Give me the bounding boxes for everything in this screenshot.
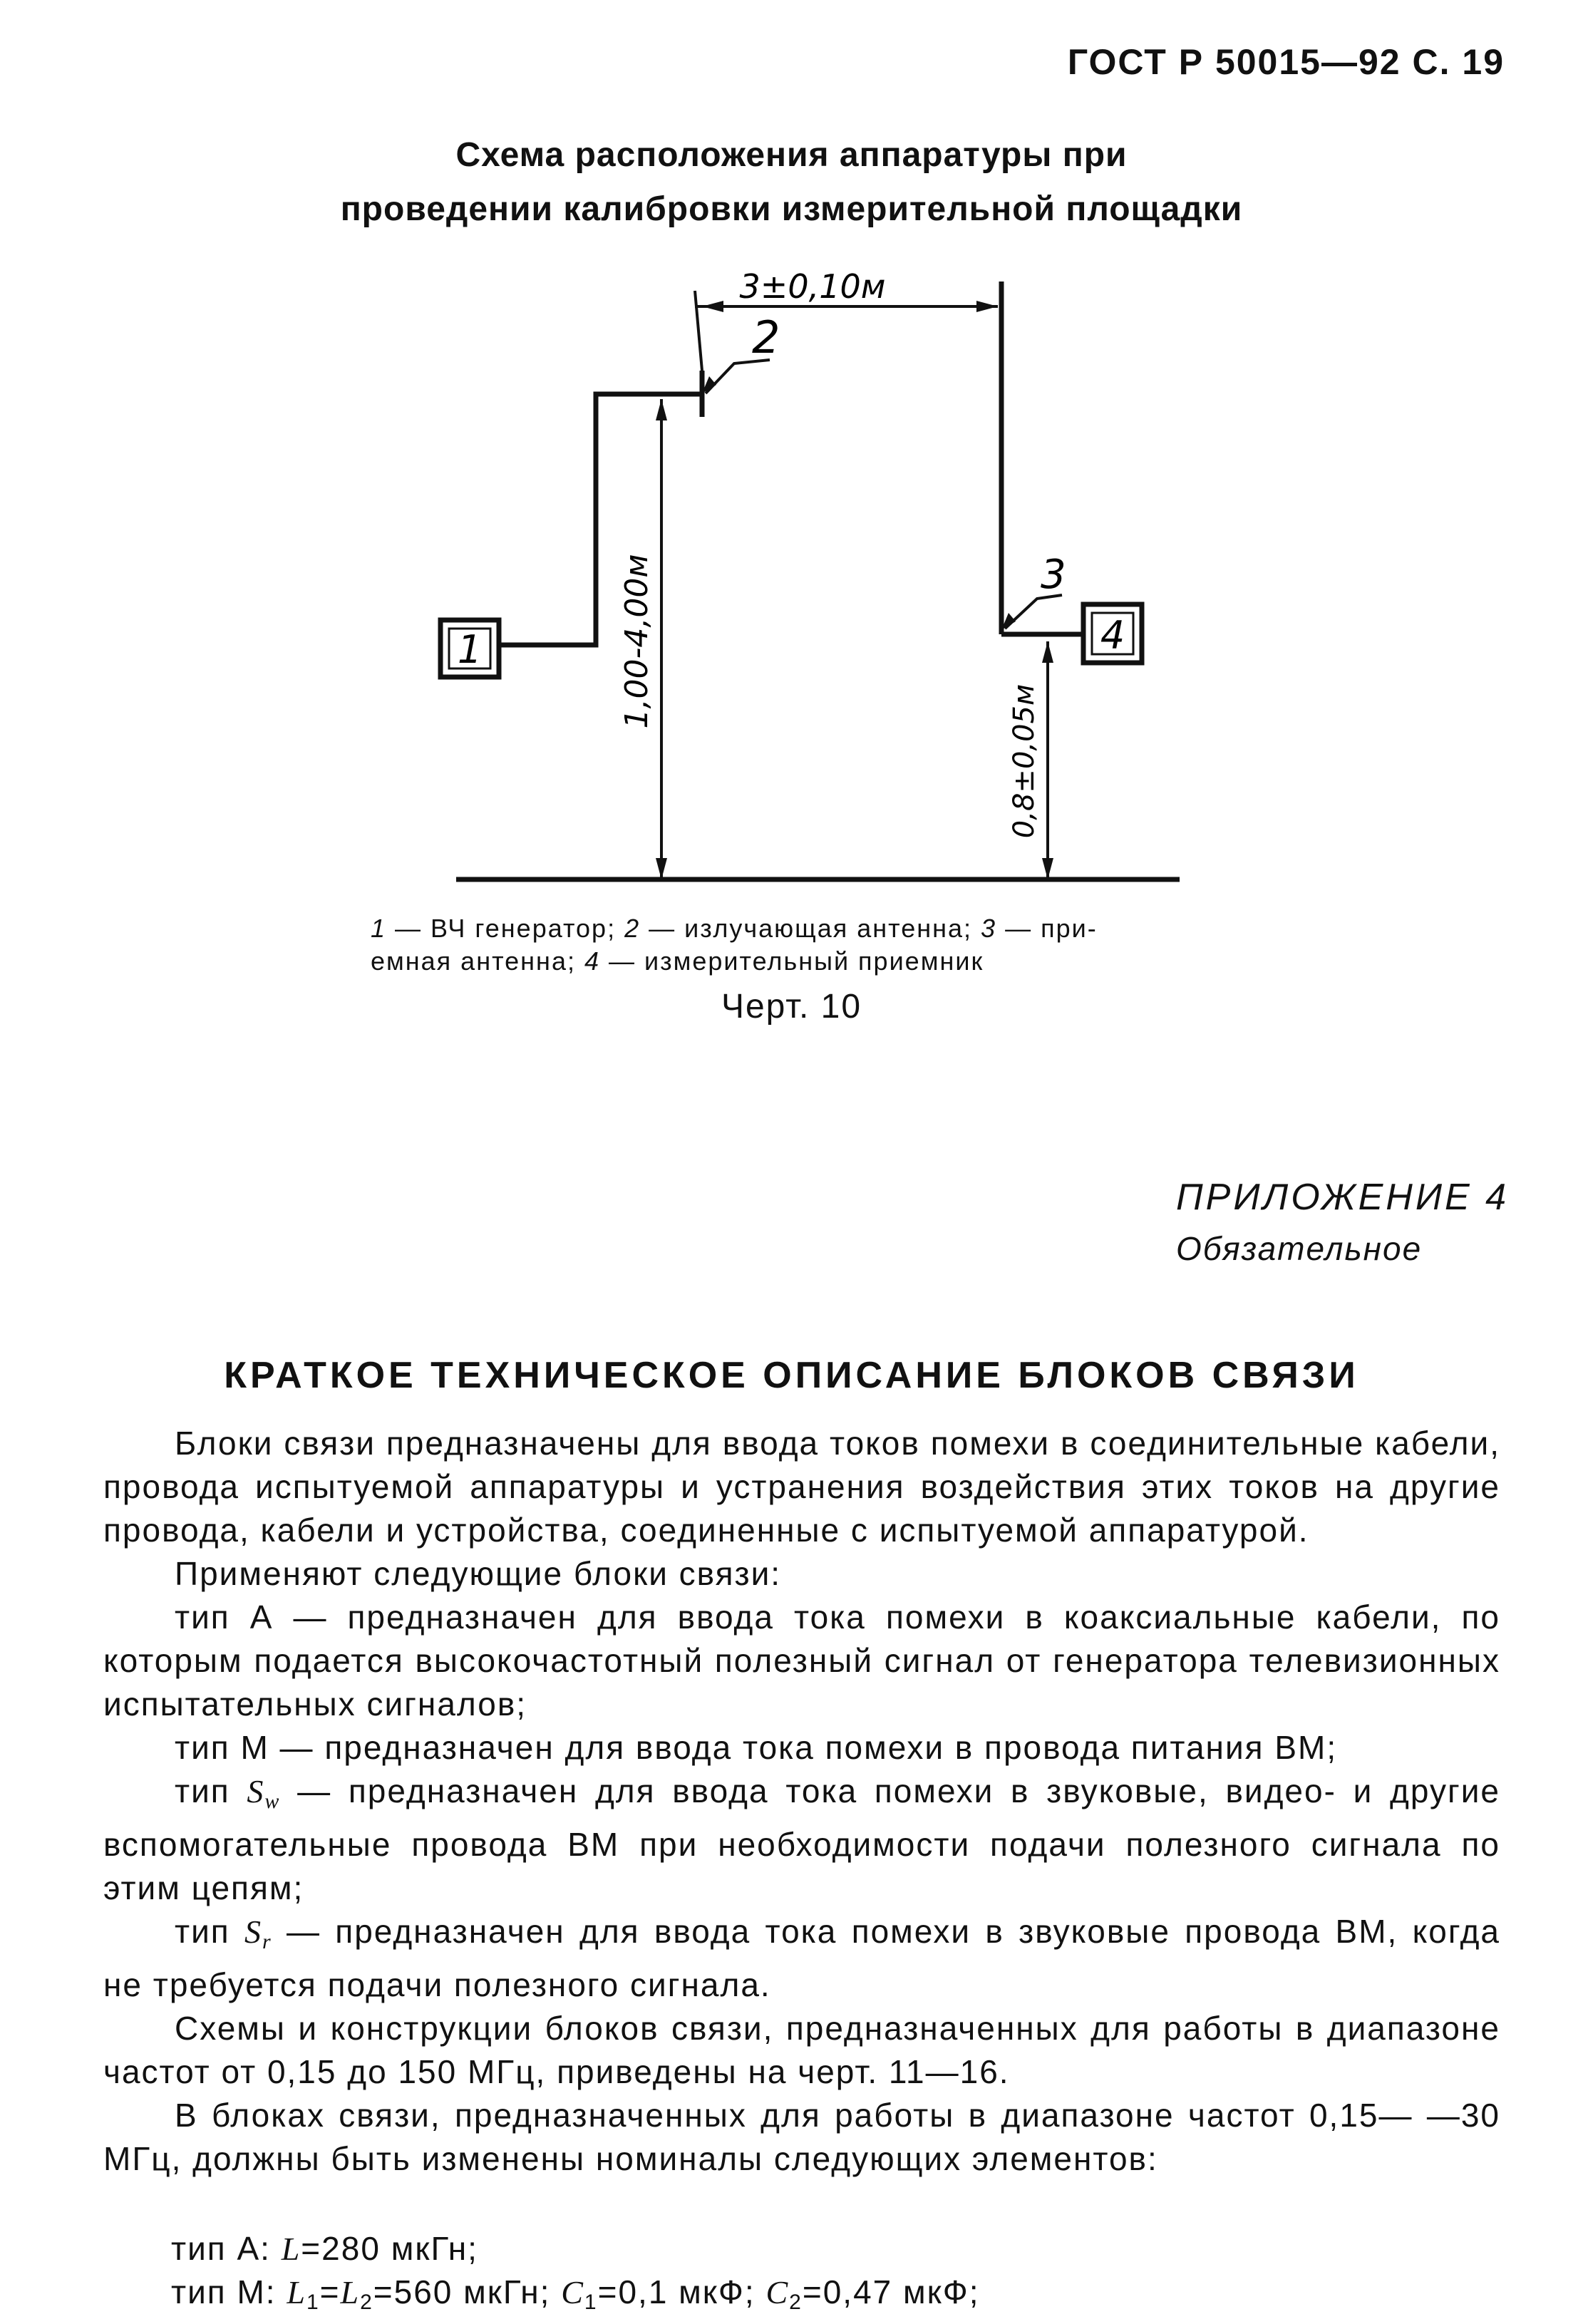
appendix-status: Обязательное [1176, 1230, 1423, 1267]
scheme-title-line2: проведении калибровки измерительной площадки [340, 190, 1243, 228]
paragraph-type-sr: тип $S_r$ — предназначен для ввода тока помехи в звуковые провода ВМ, когда не требуется подачи полезного сигнала. [103, 1913, 1500, 2003]
paragraph-type-a: тип А — предназначен для ввода тока помехи в коаксиальные кабели, по которым подается высокочастотный полезный сигнал от генератора телевизионных испытательных сигналов; [103, 1599, 1500, 1723]
height-right-label: 0,8±0,05м [1008, 683, 1041, 839]
legend-line-2: емная антенна; 4 — измерительный приемник [371, 946, 984, 976]
callout-3-label: 3 [1041, 552, 1066, 598]
legend-line-1: 1 — ВЧ генератор; 2 — излучающая антенна; 3 — при- [371, 914, 1098, 943]
appendix-label: ПРИЛОЖЕНИЕ 4 [1176, 1177, 1510, 1218]
diagram-legend [371, 912, 1254, 978]
paragraph-1: Блоки связи предназначены для ввода токов помехи в соединительные кабели, провода испытуемой аппаратуры и устранения воздействия этих токов на другие провода, кабели и устройства, соединенные с испытуемой аппаратурой. [103, 1425, 1500, 1549]
height-left-label: 1,00-4,00м [619, 554, 655, 729]
paragraph-schemes: Схемы и конструкции блоков связи, предназначенных для работы в диапазоне частот от 0,15 до 150 МГц, приведены на черт. 11—16. [103, 2010, 1500, 2090]
body-text [103, 1422, 1500, 2324]
feed-wire [499, 394, 702, 645]
figure-caption: Черт. 10 [721, 988, 862, 1026]
box1-label: 1 [457, 627, 483, 672]
paragraph-2: Применяют следующие блоки связи: [175, 1555, 782, 1592]
distance-label: 3±0,10м [739, 267, 886, 306]
paragraph-type-m: тип М — предназначен для ввода тока помехи в провода питания ВМ; [175, 1729, 1338, 1766]
paragraph-type-sw: тип $S_w$ — предназначен для ввода тока помехи в звуковые, видео- и другие вспомогательные провода ВМ при необходимости подачи полезного сигнала по этим цепям; [103, 1772, 1500, 1906]
page-header: ГОСТ Р 50015—92 С. 19 [1067, 42, 1505, 82]
value-type-a: тип А: L=280 мкГн; [171, 2230, 478, 2267]
value-type-m: тип М: $L_1=L_2=560$ мкГн; $C_1=0,1$ мкФ; $C_2=0,47$ мкФ; [171, 2273, 980, 2314]
paragraph-range: В блоках связи, предназначенных для работы в диапазоне частот 0,15— —30 МГц, должны быть изменены номиналы следующих элементов: [103, 2097, 1500, 2177]
box4-label: 4 [1100, 613, 1125, 658]
callout-2-label: 2 [752, 311, 780, 363]
scheme-title-line1: Схема расположения аппаратуры при [455, 136, 1128, 174]
calibration-diagram [0, 0, 1583, 926]
section-title: КРАТКОЕ ТЕХНИЧЕСКОЕ ОПИСАНИЕ БЛОКОВ СВЯЗИ [224, 1355, 1359, 1396]
